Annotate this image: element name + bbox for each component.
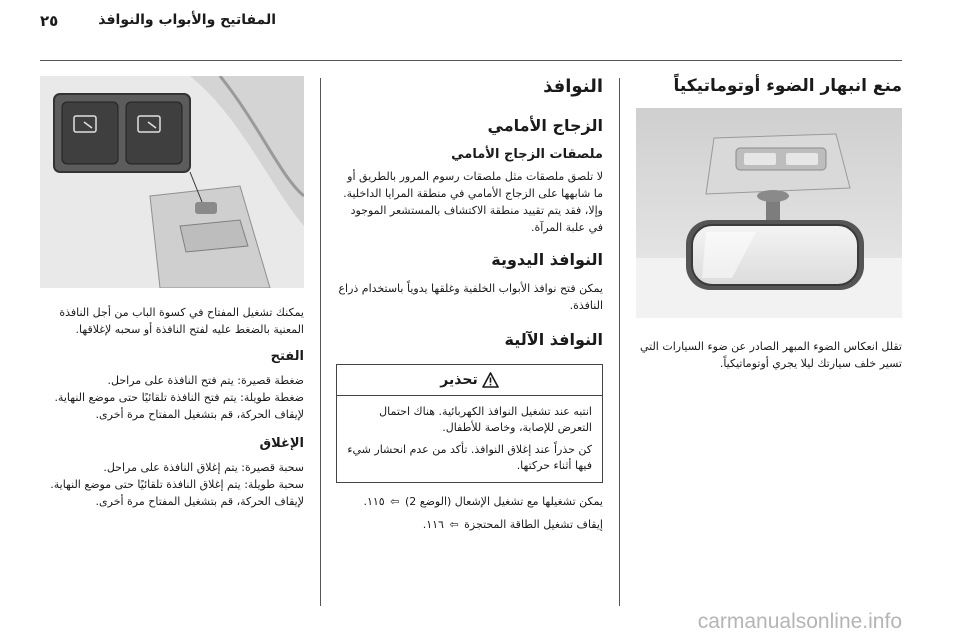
opening-short-press: ضغطة قصيرة: يتم فتح النافذة على مراحل. <box>107 374 304 387</box>
auto-anti-dazzle-section <box>633 74 902 372</box>
warning-paragraph-2: كن حذراً عند إغلاق النوافذ. تأكد من عدم انحشار شيء فيها أثناء حركتها. <box>347 443 592 472</box>
rearview-mirror-illustration <box>636 108 902 318</box>
subheading-windscreen-stickers: ملصقات الزجاج الأمامي <box>451 147 603 162</box>
auto-anti-dazzle-description: تقلل انعكاس الضوء المبهر الصادر عن ضوء السيارات التي تسير خلف سيارتك ليلا يجري أوتوماتيكياً. <box>639 340 902 370</box>
cross-reference-text: يمكن تشغيلها مع تشغيل الإشعال (الوضع 2) <box>404 495 603 508</box>
page-number: ٢٥ <box>40 12 59 30</box>
running-title: المفاتيح والأبواب والنوافذ <box>98 12 276 28</box>
cross-reference-text: إيقاف تشغيل الطاقة المحتجزة <box>464 518 603 531</box>
manual-windows-text: يمكن فتح نوافذ الأبواب الخلفية وغلقها يدوياً باستخدام ذراع النافذة. <box>338 282 603 312</box>
closing-short-pull: سحبة قصيرة: يتم إغلاق النافذة على مراحل. <box>103 461 304 474</box>
watermark: carmanualsonline.info <box>697 610 902 633</box>
subheading-closing: الإغلاق <box>259 436 304 451</box>
column-divider-left <box>320 78 321 606</box>
page-header <box>0 0 960 60</box>
windscreen-stickers-text: لا تلصق ملصقات مثل ملصقات رسوم المرور بالطريق أو ما شابهها على الزجاج الأمامي في منطقة المرايا الداخلية. وإلا، فقد يتم تقييد منطقة الاكتشاف بالمستشعر الموجود في علبة المرآة. <box>343 170 603 234</box>
warning-box <box>336 364 603 483</box>
warning-title: تحذير <box>440 372 478 388</box>
header-rule <box>40 60 902 61</box>
closing-long-pull: سحبة طويلة: يتم إغلاق النافذة تلقائيًا حتى موضع النهاية. لإيقاف الحركة، قم بتشغيل المفتاح مرة أخرى. <box>50 478 304 508</box>
section-heading-auto-anti-dazzle: منع انبهار الضوء أوتوماتيكياً <box>673 76 902 96</box>
subheading-power-windows: النوافذ الآلية <box>504 330 603 349</box>
opening-instructions <box>40 372 304 423</box>
warning-body <box>337 396 602 482</box>
page-reference-arrow-icon: ⇦ <box>449 518 459 531</box>
windows-section <box>336 74 603 533</box>
window-switch-intro: يمكنك تشغيل المفتاح في كسوة الباب من أجل النافذة المعنية بالضغط عليه لفتح النافذة أو سحبه لإغلاقها. <box>59 306 304 336</box>
cross-reference-retained-power <box>336 516 603 533</box>
section-heading-windows: النوافذ <box>543 76 603 97</box>
subheading-windscreen: الزجاج الأمامي <box>487 116 603 135</box>
page-reference-arrow-icon: ⇦ <box>390 495 400 508</box>
opening-long-press: ضغطة طويلة: يتم فتح النافذة تلقائيًا حتى موضع النهاية. لإيقاف الحركة، قم بتشغيل المفتاح مرة أخرى. <box>54 391 304 421</box>
warning-paragraph-1: انتبه عند تشغيل النوافذ الكهربائية. هناك احتمال التعرض للإصابة، وخاصة للأطفال. <box>379 405 592 434</box>
door-window-switch-illustration <box>40 76 304 288</box>
warning-triangle-icon <box>482 372 499 388</box>
cross-reference-ignition <box>336 493 603 510</box>
cross-reference-page[interactable]: ١١٦. <box>422 518 444 531</box>
warning-header <box>337 365 602 396</box>
subheading-manual-windows: النوافذ اليدوية <box>491 250 603 269</box>
subheading-opening: الفتح <box>270 349 304 364</box>
closing-instructions <box>40 459 304 510</box>
cross-reference-page[interactable]: ١١٥. <box>363 495 385 508</box>
column-divider-right <box>619 78 620 606</box>
window-switch-section <box>40 76 304 522</box>
